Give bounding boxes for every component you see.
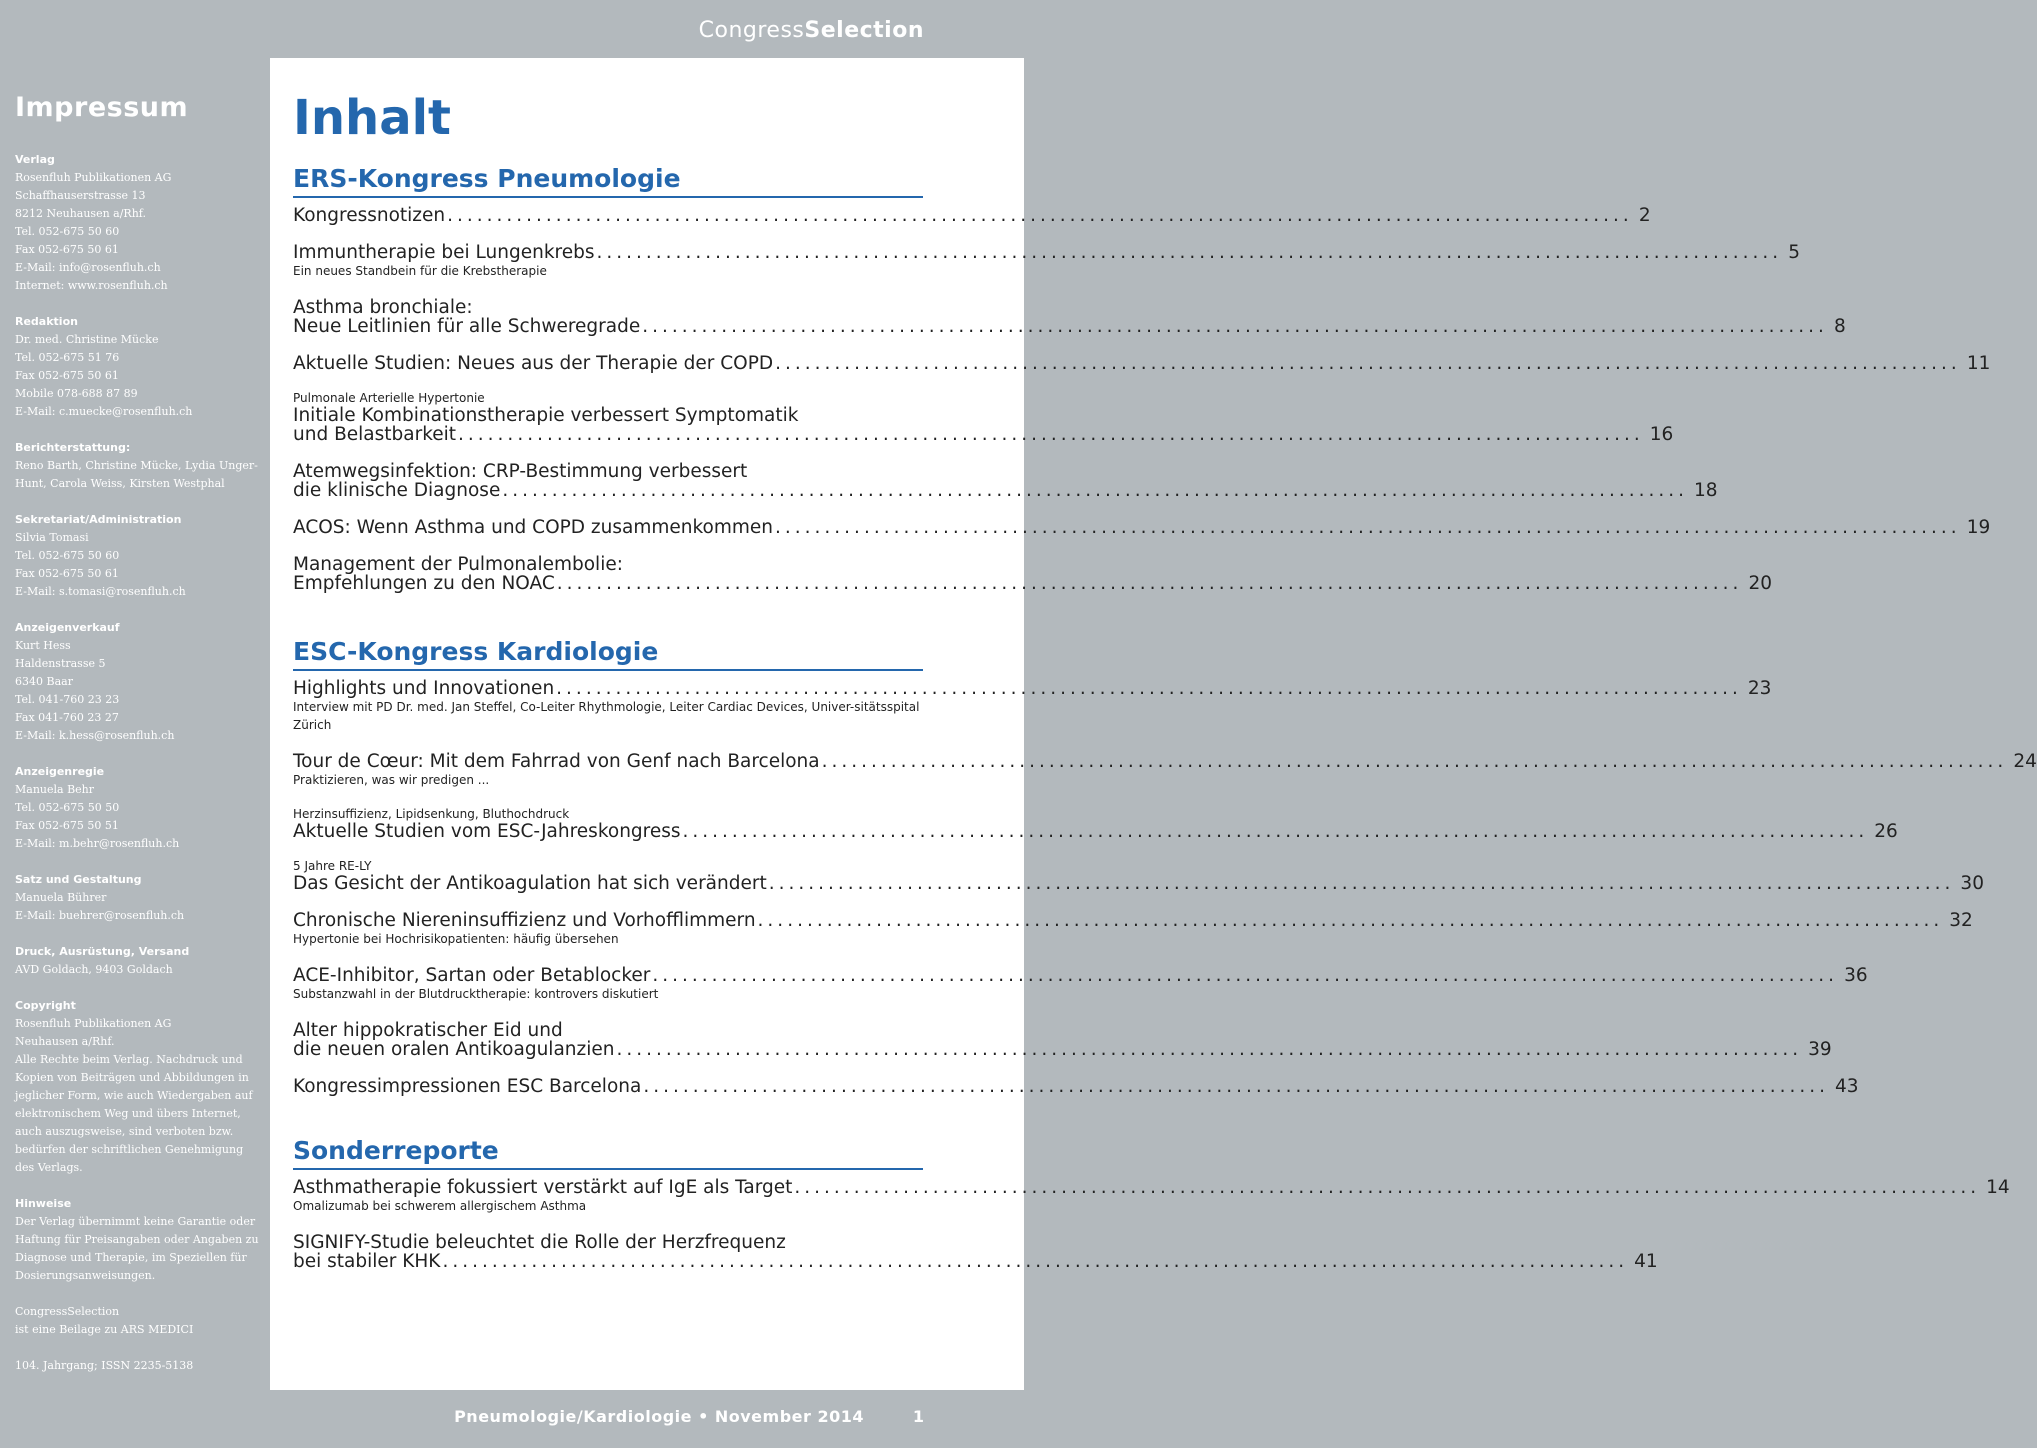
impressum-line: Neuhausen a/Rhf. bbox=[15, 1035, 115, 1048]
leader-dots: ........................................................................................................................ bbox=[556, 678, 1742, 699]
toc-entry[interactable] bbox=[293, 807, 1898, 842]
toc-entry[interactable] bbox=[293, 205, 1651, 226]
leader-dots: ........................................................................................................................ bbox=[682, 821, 1869, 842]
impressum-line: Silvia Tomasi bbox=[15, 531, 89, 544]
leader-dots: ........................................................................................................................ bbox=[642, 316, 1828, 337]
toc-entry[interactable] bbox=[293, 554, 1772, 594]
impressum-sections bbox=[15, 151, 260, 1375]
toc-sections bbox=[293, 164, 2037, 1272]
impressum-line: Schaffhauserstrasse 13 bbox=[15, 189, 146, 202]
impressum-heading: Verlag bbox=[15, 153, 55, 166]
impressum-line: 8212 Neuhausen a/Rhf. bbox=[15, 207, 146, 220]
entry-title: die neuen oralen Antikoagulanzien bbox=[293, 1039, 615, 1060]
section-heading: ERS-Kongress Pneumologie bbox=[293, 164, 923, 198]
impressum-heading: Redaktion bbox=[15, 315, 78, 328]
impressum-line: Internet: www.rosenfluh.ch bbox=[15, 279, 168, 292]
impressum-line: jeglicher Form, wie auch Wiedergaben auf bbox=[15, 1089, 253, 1102]
entry-title-row bbox=[293, 910, 1973, 931]
impressum-line: Haftung für Preisangaben oder Angaben zu bbox=[15, 1233, 259, 1246]
entry-page-number: 11 bbox=[1966, 353, 1991, 374]
entry-title: Das Gesicht der Antikoagulation hat sich verändert bbox=[293, 873, 767, 894]
entry-title-row bbox=[293, 751, 2037, 772]
leader-dots: ........................................................................................................................ bbox=[643, 1076, 1830, 1097]
impressum-line: Manuela Bührer bbox=[15, 891, 107, 904]
impressum-section bbox=[15, 619, 260, 745]
impressum-line: Haldenstrasse 5 bbox=[15, 657, 106, 670]
footer-bar bbox=[0, 1390, 1024, 1448]
impressum-section bbox=[15, 1357, 260, 1375]
impressum-line: des Verlags. bbox=[15, 1161, 83, 1174]
leader-dots: ........................................................................................................................ bbox=[502, 480, 1689, 501]
impressum-heading: Druck, Ausrüstung, Versand bbox=[15, 945, 190, 958]
leader-dots: ........................................................................................................................ bbox=[616, 1039, 1803, 1060]
impressum-line: Rosenfluh Publikationen AG bbox=[15, 171, 172, 184]
leader-dots: ........................................................................................................................ bbox=[757, 910, 1944, 931]
toc-section bbox=[293, 1136, 2010, 1272]
impressum-line: Dr. med. Christine Mücke bbox=[15, 333, 159, 346]
footer-issue: Pneumologie/Kardiologie • November 2014 bbox=[454, 1407, 864, 1426]
entry-title-row bbox=[293, 205, 1651, 226]
entry-title: Kongressimpressionen ESC Barcelona bbox=[293, 1076, 642, 1097]
impressum-line: E-Mail: info@rosenfluh.ch bbox=[15, 261, 161, 274]
entry-title-row bbox=[293, 316, 1846, 337]
impressum-line: Reno Barth, Christine Mücke, Lydia Unger- bbox=[15, 459, 258, 472]
impressum-line: Tel. 052-675 50 60 bbox=[15, 549, 120, 562]
entry-title-row bbox=[293, 573, 1772, 594]
impressum-line: Fax 041-760 23 27 bbox=[15, 711, 119, 724]
entry-title: Highlights und Innovationen bbox=[293, 678, 555, 699]
impressum-line: auch auszugsweise, sind verboten bzw. bbox=[15, 1125, 234, 1138]
impressum-line: Hunt, Carola Weiss, Kirsten Westphal bbox=[15, 477, 225, 490]
impressum-line: E-Mail: m.behr@rosenfluh.ch bbox=[15, 837, 180, 850]
entry-page-number: 30 bbox=[1960, 873, 1984, 894]
toc-entry[interactable] bbox=[293, 391, 1674, 445]
impressum-line: Der Verlag übernimmt keine Garantie oder bbox=[15, 1215, 256, 1228]
impressum-section bbox=[15, 439, 260, 493]
impressum-line: Dosierungsanweisungen. bbox=[15, 1269, 156, 1282]
impressum-section bbox=[15, 763, 260, 853]
main-panel bbox=[270, 58, 2037, 1390]
toc-entry[interactable] bbox=[293, 461, 1718, 501]
leader-dots: ........................................................................................................................ bbox=[447, 205, 1633, 226]
toc-entry[interactable] bbox=[293, 1177, 2010, 1215]
impressum-section bbox=[15, 511, 260, 601]
toc-entry[interactable] bbox=[293, 910, 1973, 948]
toc-section bbox=[293, 164, 1991, 594]
entry-page-number: 36 bbox=[1844, 965, 1868, 986]
entry-title: Chronische Niereninsuffizienz und Vorhofflimmern bbox=[293, 910, 756, 931]
entry-title-row bbox=[293, 821, 1898, 842]
entry-title-row bbox=[293, 678, 1772, 699]
leader-dots: ........................................................................................................................ bbox=[458, 424, 1644, 445]
toc-entry[interactable] bbox=[293, 751, 2037, 789]
impressum-heading: Berichterstattung: bbox=[15, 441, 131, 454]
entry-title: ACE-Inhibitor, Sartan oder Betablocker bbox=[293, 965, 651, 986]
toc-entry[interactable] bbox=[293, 1232, 1658, 1272]
page-title: Inhalt bbox=[293, 90, 451, 146]
impressum-section bbox=[15, 151, 260, 295]
brand-light: Congress bbox=[698, 18, 805, 43]
impressum-line: 6340 Baar bbox=[15, 675, 73, 688]
impressum-line: E-Mail: buehrer@rosenfluh.ch bbox=[15, 909, 185, 922]
entry-page-number: 2 bbox=[1638, 205, 1651, 226]
toc-entry[interactable] bbox=[293, 678, 1772, 734]
entry-page-number: 24 bbox=[2013, 751, 2037, 772]
toc-entry[interactable] bbox=[293, 859, 1984, 894]
impressum-line: AVD Goldach, 9403 Goldach bbox=[15, 963, 173, 976]
impressum-line: Tel. 052-675 51 76 bbox=[15, 351, 120, 364]
entry-title: ACOS: Wenn Asthma und COPD zusammenkommen bbox=[293, 517, 774, 538]
entry-page-number: 18 bbox=[1694, 480, 1718, 501]
toc-entry[interactable] bbox=[293, 297, 1846, 337]
impressum-line: Mobile 078-688 87 89 bbox=[15, 387, 138, 400]
entry-title-row bbox=[293, 1076, 1859, 1097]
impressum-line: Fax 052-675 50 51 bbox=[15, 819, 119, 832]
leader-dots: ........................................................................................................................ bbox=[768, 873, 1955, 894]
leader-dots: ........................................................................................................................ bbox=[652, 965, 1839, 986]
entry-title-row bbox=[293, 1177, 2010, 1198]
brand-logo bbox=[699, 18, 924, 43]
impressum-line: Fax 052-675 50 61 bbox=[15, 243, 119, 256]
impressum-sidebar bbox=[15, 92, 260, 1393]
impressum-line: Fax 052-675 50 61 bbox=[15, 567, 119, 580]
section-heading: ESC-Kongress Kardiologie bbox=[293, 637, 923, 671]
entry-page-number: 20 bbox=[1748, 573, 1772, 594]
entry-page-number: 26 bbox=[1874, 821, 1898, 842]
entry-page-number: 16 bbox=[1649, 424, 1674, 445]
impressum-line: Tel. 052-675 50 50 bbox=[15, 801, 120, 814]
impressum-line: Rosenfluh Publikationen AG bbox=[15, 1017, 172, 1030]
impressum-line: 104. Jahrgang; ISSN 2235-5138 bbox=[15, 1359, 194, 1372]
toc-section bbox=[293, 637, 2037, 1097]
entry-title-row bbox=[293, 242, 1800, 263]
entry-title-line: Atemwegsinfektion: CRP-Bestimmung verbessert bbox=[293, 461, 748, 482]
entry-title: Aktuelle Studien vom ESC-Jahreskongress bbox=[293, 821, 681, 842]
impressum-heading: Anzeigenregie bbox=[15, 765, 105, 778]
entry-title-row bbox=[293, 424, 1674, 445]
section-heading: Sonderreporte bbox=[293, 1136, 923, 1170]
impressum-line: E-Mail: c.muecke@rosenfluh.ch bbox=[15, 405, 193, 418]
entry-title-row bbox=[293, 353, 1991, 374]
impressum-line: ist eine Beilage zu ARS MEDICI bbox=[15, 1323, 194, 1336]
entry-page-number: 32 bbox=[1949, 910, 1973, 931]
entry-title: Empfehlungen zu den NOAC bbox=[293, 573, 555, 594]
footer-page-number: 1 bbox=[912, 1407, 924, 1426]
impressum-line: Alle Rechte beim Verlag. Nachdruck und bbox=[15, 1053, 243, 1066]
entry-subtitle: Praktizieren, was wir predigen ... bbox=[293, 773, 490, 787]
entry-title-row bbox=[293, 965, 1868, 986]
impressum-line: CongressSelection bbox=[15, 1305, 120, 1318]
leader-dots: ........................................................................................................................ bbox=[556, 573, 1743, 594]
impressum-section bbox=[15, 1195, 260, 1285]
toc-entry[interactable] bbox=[293, 1076, 1859, 1097]
impressum-heading: Satz und Gestaltung bbox=[15, 873, 142, 886]
entry-title: bei stabiler KHK bbox=[293, 1251, 441, 1272]
impressum-line: Tel. 041-760 23 23 bbox=[15, 693, 120, 706]
impressum-line: Diagnose und Therapie, im Speziellen für bbox=[15, 1251, 247, 1264]
entry-title-row bbox=[293, 1251, 1658, 1272]
leader-dots: ........................................................................................................................ bbox=[794, 1177, 1981, 1198]
entry-title: Neue Leitlinien für alle Schweregrade bbox=[293, 316, 641, 337]
toc-entry[interactable] bbox=[293, 1020, 1832, 1060]
leader-dots: ........................................................................................................................ bbox=[821, 751, 2008, 772]
entry-title: Immuntherapie bei Lungenkrebs bbox=[293, 242, 595, 263]
entry-title-line: Management der Pulmonalembolie: bbox=[293, 554, 623, 575]
leader-dots: ........................................................................................................................ bbox=[775, 353, 1961, 374]
entry-subtitle: Substanzwahl in der Blutdrucktherapie: kontrovers diskutiert bbox=[293, 987, 659, 1001]
entry-subtitle: Hypertonie bei Hochrisikopatienten: häufig übersehen bbox=[293, 932, 619, 946]
toc-entry[interactable] bbox=[293, 353, 1991, 374]
entry-title: Tour de Cœur: Mit dem Fahrrad von Genf nach Barcelona bbox=[293, 751, 820, 772]
entry-title: und Belastbarkeit bbox=[293, 424, 457, 445]
impressum-section bbox=[15, 997, 260, 1177]
entry-page-number: 41 bbox=[1634, 1251, 1658, 1272]
entry-title: Aktuelle Studien: Neues aus der Therapie der COPD bbox=[293, 353, 774, 374]
entry-page-number: 5 bbox=[1788, 242, 1800, 263]
entry-title-row bbox=[293, 517, 1991, 538]
entry-title-row bbox=[293, 873, 1984, 894]
impressum-heading: Sekretariat/Administration bbox=[15, 513, 182, 526]
entry-title: Kongressnotizen bbox=[293, 205, 446, 226]
impressum-title: Impressum bbox=[15, 92, 189, 123]
leader-dots: ........................................................................................................................ bbox=[596, 242, 1783, 263]
entry-page-number: 43 bbox=[1835, 1076, 1859, 1097]
entry-title-row bbox=[293, 480, 1718, 501]
impressum-line: bedürfen der schriftlichen Genehmigung bbox=[15, 1143, 244, 1156]
impressum-section bbox=[15, 871, 260, 925]
toc-entry[interactable] bbox=[293, 517, 1991, 538]
impressum-line: elektronischem Weg und übers Internet, bbox=[15, 1107, 241, 1120]
impressum-line: E-Mail: k.hess@rosenfluh.ch bbox=[15, 729, 175, 742]
entry-page-number: 23 bbox=[1747, 678, 1772, 699]
entry-page-number: 8 bbox=[1833, 316, 1846, 337]
entry-subtitle: Omalizumab bei schwerem allergischem Asthma bbox=[293, 1199, 587, 1213]
impressum-section bbox=[15, 943, 260, 979]
entry-subtitle: Ein neues Standbein für die Krebstherapie bbox=[293, 264, 547, 278]
impressum-section bbox=[15, 1303, 260, 1339]
entry-kicker: Herzinsuffizienz, Lipidsenkung, Bluthochdruck bbox=[293, 807, 570, 821]
entry-title-line: Alter hippokratischer Eid und bbox=[293, 1020, 563, 1041]
entry-title-line: Asthma bronchiale: bbox=[293, 297, 473, 318]
entry-page-number: 14 bbox=[1986, 1177, 2010, 1198]
leader-dots: ........................................................................................................................ bbox=[442, 1251, 1629, 1272]
toc-content bbox=[293, 90, 2037, 1289]
impressum-section bbox=[15, 313, 260, 421]
impressum-heading: Copyright bbox=[15, 999, 76, 1012]
entry-title-line: Initiale Kombinationstherapie verbessert Symptomatik bbox=[293, 405, 799, 426]
brand-bold: Selection bbox=[804, 18, 924, 43]
entry-subtitle: Interview mit PD Dr. med. Jan Steffel, Co-Leiter Rhythmologie, Leiter Cardiac Devices, Univer-sitätsspital Zürich bbox=[293, 700, 920, 732]
entry-kicker: 5 Jahre RE-LY bbox=[293, 859, 372, 873]
impressum-line: Kurt Hess bbox=[15, 639, 71, 652]
entry-kicker: Pulmonale Arterielle Hypertonie bbox=[293, 391, 485, 405]
impressum-line: E-Mail: s.tomasi@rosenfluh.ch bbox=[15, 585, 186, 598]
leader-dots: ........................................................................................................................ bbox=[775, 517, 1961, 538]
impressum-line: Fax 052-675 50 61 bbox=[15, 369, 119, 382]
impressum-line: Kopien von Beiträgen und Abbildungen in bbox=[15, 1071, 249, 1084]
header-bar bbox=[0, 0, 1024, 58]
impressum-line: Manuela Behr bbox=[15, 783, 95, 796]
entry-page-number: 19 bbox=[1966, 517, 1991, 538]
entry-title-row bbox=[293, 1039, 1832, 1060]
entry-title: Asthmatherapie fokussiert verstärkt auf IgE als Target bbox=[293, 1177, 793, 1198]
toc-entry[interactable] bbox=[293, 242, 1800, 280]
entry-title: die klinische Diagnose bbox=[293, 480, 501, 501]
impressum-line: Tel. 052-675 50 60 bbox=[15, 225, 120, 238]
entry-title-line: SIGNIFY-Studie beleuchtet die Rolle der Herzfrequenz bbox=[293, 1232, 786, 1253]
entry-page-number: 39 bbox=[1808, 1039, 1832, 1060]
toc-entry[interactable] bbox=[293, 965, 1868, 1003]
impressum-heading: Hinweise bbox=[15, 1197, 72, 1210]
impressum-heading: Anzeigenverkauf bbox=[15, 621, 120, 634]
